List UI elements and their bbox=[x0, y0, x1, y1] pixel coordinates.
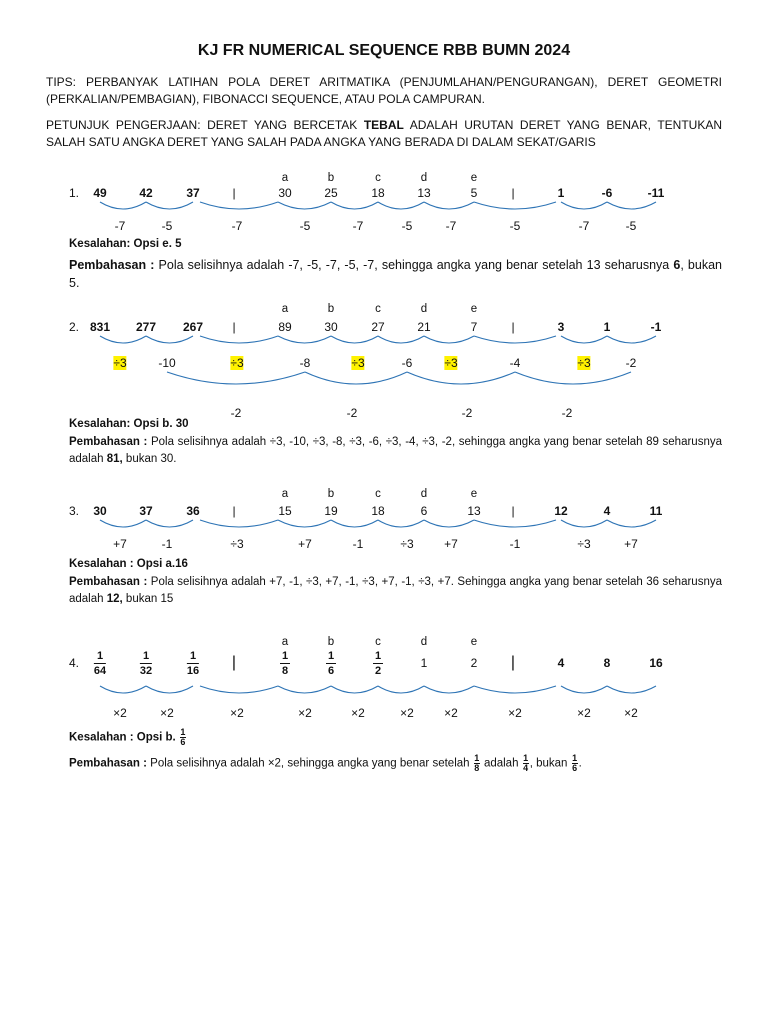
difference-label: -5 bbox=[161, 219, 173, 233]
fraction-numerator: 1 bbox=[474, 753, 480, 763]
sequence-term-option: 7 bbox=[470, 320, 478, 334]
difference-arc bbox=[378, 202, 424, 209]
separator-bar: | bbox=[232, 186, 236, 200]
difference-label bbox=[113, 356, 126, 370]
difference-label: -7 bbox=[114, 219, 126, 233]
sequence-term-correct: 12 bbox=[554, 504, 568, 518]
sequence-term-option: 89 bbox=[278, 320, 292, 334]
difference-label: +7 bbox=[113, 537, 127, 551]
fraction-numerator: 1 bbox=[523, 753, 529, 763]
difference-label bbox=[230, 356, 243, 370]
problem-index: 2. bbox=[69, 320, 80, 334]
difference-arc bbox=[607, 202, 656, 209]
difference-arc bbox=[474, 520, 556, 527]
difference-label: -10 bbox=[158, 356, 176, 370]
explanation-correct-value: 81, bbox=[106, 453, 123, 465]
difference-arc bbox=[561, 336, 607, 343]
instruction-post: ADALAH URUTAN DERET YANG BENAR, TENTUKAN SALAH SATU ANGKA DERET YANG SALAH PADA ANGKA YANG BERADA DI DALAM SEKAT/GARIS bbox=[46, 118, 722, 149]
difference-label bbox=[577, 356, 590, 370]
difference-arc bbox=[278, 202, 331, 209]
sequence-term-option: 6 bbox=[420, 504, 428, 518]
difference-label: ×2 bbox=[230, 706, 244, 720]
difference-arc bbox=[424, 686, 474, 693]
difference-arc bbox=[331, 520, 378, 527]
separator-bar: | bbox=[231, 654, 237, 671]
second-level-difference: -2 bbox=[230, 406, 242, 420]
difference-label: -5 bbox=[625, 219, 637, 233]
explanation-paragraph bbox=[69, 256, 722, 292]
option-letter-b: b bbox=[327, 172, 335, 184]
sequence-term-correct: 8 bbox=[603, 656, 611, 670]
difference-label: +7 bbox=[624, 537, 638, 551]
difference-arc bbox=[200, 336, 278, 343]
fraction-denominator: 16 bbox=[186, 665, 200, 677]
option-letter-d: d bbox=[420, 303, 428, 315]
tips-paragraph: TIPS: PERBANYAK LATIHAN POLA DERET ARITMATIKA (PENJUMLAHAN/PENGURANGAN), DERET GEOMETRI (PERKALIAN/PEMBAGIAN), FIBONACCI SEQUENCE, ATAU POLA CAMPURAN. bbox=[46, 75, 722, 106]
sequence-term-correct: 42 bbox=[139, 186, 153, 200]
highlighted-operator: ÷3 bbox=[351, 356, 365, 370]
difference-arc bbox=[424, 336, 474, 343]
difference-label: -5 bbox=[509, 219, 521, 233]
sequence-term-option: 13 bbox=[417, 186, 431, 200]
difference-label: ×2 bbox=[298, 706, 312, 720]
highlighted-operator: ÷3 bbox=[444, 356, 458, 370]
difference-arc bbox=[100, 686, 146, 693]
fraction-denominator: 4 bbox=[523, 763, 529, 773]
explanation-paragraph bbox=[69, 574, 722, 608]
option-letter-c: c bbox=[375, 172, 381, 184]
explanation-text: Pola selisihnya adalah +7, -1, ÷3, +7, -1, ÷3, +7, -1, ÷3, +7. Sehingga angka yang benar setelah 36 seharusnya adalah bbox=[69, 576, 722, 605]
fraction-denominator: 32 bbox=[139, 665, 153, 677]
difference-label: -7 bbox=[231, 219, 243, 233]
sequence-term-option: 15 bbox=[278, 504, 292, 518]
explanation-text: Pola selisihnya adalah ÷3, -10, ÷3, -8, ÷3, -6, ÷3, -4, ÷3, -2, sehingga angka yang benar setelah 89 seharusnya adalah bbox=[69, 436, 722, 465]
separator-bar: | bbox=[510, 654, 516, 671]
explanation-text: Pola selisihnya adalah ×2, sehingga angka yang benar setelah bbox=[146, 757, 473, 770]
fraction-denominator: 8 bbox=[474, 763, 480, 773]
difference-label: ÷3 bbox=[230, 537, 244, 551]
sequence-term-correct: 267 bbox=[182, 320, 204, 334]
fraction-denominator: 64 bbox=[93, 665, 107, 677]
difference-arc bbox=[200, 520, 278, 527]
instruction-pre: PETUNJUK PENGERJAAN: DERET YANG BERCETAK bbox=[46, 118, 364, 132]
option-letter-e: e bbox=[470, 303, 478, 315]
sequence-term-option: 13 bbox=[467, 504, 481, 518]
fraction-numerator: 1 bbox=[327, 650, 335, 662]
sequence-term-correct: -6 bbox=[601, 186, 613, 200]
explanation-fraction bbox=[572, 754, 578, 773]
explanation-label: Pembahasan : bbox=[69, 576, 148, 588]
answer-line: Kesalahan : Opsi a.16 bbox=[69, 558, 188, 570]
explanation-correct-value: 12, bbox=[106, 593, 123, 605]
option-letter-a: a bbox=[281, 636, 289, 648]
fraction-numerator: 1 bbox=[374, 650, 382, 662]
explanation-fraction bbox=[474, 754, 480, 773]
difference-label: +7 bbox=[298, 537, 312, 551]
separator-bar: | bbox=[511, 320, 515, 334]
explanation-text: , bukan 5. bbox=[69, 258, 722, 290]
difference-label: -7 bbox=[578, 219, 590, 233]
sequence-term-correct bbox=[140, 650, 152, 677]
sequence-term-option: 25 bbox=[324, 186, 338, 200]
sequence-term-correct: 1 bbox=[557, 186, 565, 200]
difference-arc bbox=[561, 686, 607, 693]
sequence-term-option: 30 bbox=[324, 320, 338, 334]
fraction-numerator: 1 bbox=[572, 753, 578, 763]
difference-arc bbox=[200, 202, 278, 209]
sequence-term-correct: 11 bbox=[649, 504, 663, 518]
sequence-term-correct: 4 bbox=[603, 504, 611, 518]
sequence-term-correct bbox=[94, 650, 106, 677]
option-letter-b: b bbox=[327, 488, 335, 500]
difference-label: ×2 bbox=[444, 706, 458, 720]
sequence-term-option: 21 bbox=[417, 320, 431, 334]
difference-label: -5 bbox=[401, 219, 413, 233]
option-letter-c: c bbox=[375, 303, 381, 315]
sequence-term-option: 19 bbox=[324, 504, 338, 518]
second-level-difference: -2 bbox=[561, 406, 573, 420]
difference-label: -7 bbox=[445, 219, 457, 233]
second-level-arc bbox=[305, 372, 407, 384]
fraction-numerator: 1 bbox=[189, 650, 197, 662]
explanation-fraction bbox=[523, 754, 529, 773]
sequence-term-correct: 49 bbox=[93, 186, 107, 200]
explanation-text: , bukan bbox=[529, 757, 571, 770]
instruction-bold: TEBAL bbox=[363, 118, 404, 132]
difference-arc bbox=[331, 686, 378, 693]
second-level-difference: -2 bbox=[346, 406, 358, 420]
option-letter-d: d bbox=[420, 636, 428, 648]
difference-arc bbox=[474, 686, 556, 693]
difference-arc bbox=[100, 336, 146, 343]
fraction-bar bbox=[187, 663, 199, 664]
sequence-term-option: 30 bbox=[278, 186, 292, 200]
explanation-text: . bbox=[578, 757, 582, 770]
difference-arc bbox=[424, 202, 474, 209]
difference-arc bbox=[561, 520, 607, 527]
difference-arc bbox=[607, 336, 656, 343]
second-level-arc bbox=[167, 372, 305, 384]
fraction-bar bbox=[373, 663, 383, 664]
difference-arc bbox=[561, 202, 607, 209]
highlighted-operator: ÷3 bbox=[230, 356, 244, 370]
difference-label: -2 bbox=[625, 356, 637, 370]
difference-label: ×2 bbox=[624, 706, 638, 720]
sequence-term-correct: 30 bbox=[93, 504, 107, 518]
difference-arc bbox=[378, 520, 424, 527]
difference-label: +7 bbox=[444, 537, 458, 551]
explanation-paragraph bbox=[69, 434, 722, 468]
second-level-arc bbox=[515, 372, 631, 384]
option-letter-a: a bbox=[281, 488, 289, 500]
sequence-term-option: 2 bbox=[470, 656, 478, 670]
difference-label: -1 bbox=[352, 537, 364, 551]
option-letter-c: c bbox=[375, 488, 381, 500]
answer-fraction bbox=[180, 728, 186, 747]
sequence-term-correct: 1 bbox=[603, 320, 611, 334]
difference-arc bbox=[146, 686, 193, 693]
fraction-bar bbox=[94, 663, 106, 664]
option-letter-b: b bbox=[327, 636, 335, 648]
difference-label: -1 bbox=[509, 537, 521, 551]
difference-arc bbox=[146, 336, 193, 343]
fraction-numerator: 1 bbox=[281, 650, 289, 662]
fraction-denominator: 8 bbox=[281, 665, 289, 677]
explanation-paragraph bbox=[69, 754, 722, 773]
difference-label: -8 bbox=[299, 356, 311, 370]
answer-line: Kesalahan: Opsi b. 30 bbox=[69, 418, 189, 430]
difference-label: ×2 bbox=[113, 706, 127, 720]
fraction-numerator: 1 bbox=[180, 727, 186, 737]
explanation-label: Pembahasan : bbox=[69, 436, 148, 448]
option-letter-c: c bbox=[375, 636, 381, 648]
sequence-term-option bbox=[326, 650, 336, 677]
sequence-term-correct: 4 bbox=[557, 656, 565, 670]
answer-line: Kesalahan: Opsi e. 5 bbox=[69, 238, 182, 250]
difference-arc bbox=[146, 520, 193, 527]
difference-label: -4 bbox=[509, 356, 521, 370]
difference-label bbox=[444, 356, 457, 370]
difference-arc bbox=[474, 202, 556, 209]
difference-label: ×2 bbox=[508, 706, 522, 720]
problem-index: 4. bbox=[69, 656, 80, 670]
difference-arc bbox=[331, 336, 378, 343]
sequence-term-option: 1 bbox=[420, 656, 428, 670]
problem-index: 1. bbox=[69, 186, 80, 200]
sequence-term-option bbox=[373, 650, 383, 677]
fraction-denominator: 6 bbox=[572, 763, 578, 773]
explanation-text: bukan 30. bbox=[122, 453, 177, 465]
difference-arc bbox=[474, 336, 556, 343]
sequence-term-option bbox=[280, 650, 290, 677]
answer-text: Kesalahan : Opsi b. bbox=[69, 731, 179, 744]
difference-label: -7 bbox=[352, 219, 364, 233]
option-letter-d: d bbox=[420, 172, 428, 184]
sequence-term-correct: 3 bbox=[557, 320, 565, 334]
problem-index: 3. bbox=[69, 504, 80, 518]
difference-arc bbox=[146, 202, 193, 209]
sequence-term-correct: 831 bbox=[89, 320, 111, 334]
difference-label: ×2 bbox=[351, 706, 365, 720]
explanation-label: Pembahasan : bbox=[69, 757, 147, 770]
fraction-denominator: 6 bbox=[180, 737, 186, 747]
explanation-label: Pembahasan : bbox=[69, 258, 155, 272]
option-letter-b: b bbox=[327, 303, 335, 315]
fraction-denominator: 6 bbox=[327, 665, 335, 677]
difference-arc bbox=[100, 520, 146, 527]
difference-label: ×2 bbox=[577, 706, 591, 720]
option-letter-e: e bbox=[470, 488, 478, 500]
sequence-term-option: 18 bbox=[371, 186, 385, 200]
separator-bar: | bbox=[511, 504, 515, 518]
difference-label: -6 bbox=[401, 356, 413, 370]
difference-arc bbox=[278, 336, 331, 343]
sequence-term-correct: 37 bbox=[139, 504, 153, 518]
difference-arc bbox=[378, 336, 424, 343]
sequence-term-correct: 16 bbox=[649, 656, 663, 670]
option-letter-a: a bbox=[281, 172, 289, 184]
separator-bar: | bbox=[232, 320, 236, 334]
difference-arc bbox=[607, 520, 656, 527]
difference-label: ×2 bbox=[160, 706, 174, 720]
fraction-bar bbox=[140, 663, 152, 664]
option-letter-e: e bbox=[470, 636, 478, 648]
option-letter-a: a bbox=[281, 303, 289, 315]
highlighted-operator: ÷3 bbox=[577, 356, 591, 370]
difference-arc bbox=[200, 686, 278, 693]
difference-label: ÷3 bbox=[400, 537, 414, 551]
difference-label bbox=[351, 356, 364, 370]
sequence-term-correct: -1 bbox=[650, 320, 662, 334]
difference-label: -1 bbox=[161, 537, 173, 551]
sequence-term-correct: 37 bbox=[186, 186, 200, 200]
fraction-bar bbox=[280, 663, 290, 664]
answer-line bbox=[69, 728, 187, 747]
difference-arc bbox=[331, 202, 378, 209]
difference-label: -5 bbox=[299, 219, 311, 233]
difference-label: ÷3 bbox=[577, 537, 591, 551]
difference-arc bbox=[278, 520, 331, 527]
page-title: KJ FR NUMERICAL SEQUENCE RBB BUMN 2024 bbox=[197, 42, 571, 59]
highlighted-operator: ÷3 bbox=[113, 356, 127, 370]
difference-arc bbox=[378, 686, 424, 693]
second-level-arc bbox=[407, 372, 515, 384]
sequence-term-correct: 277 bbox=[135, 320, 157, 334]
sequence-term-option: 18 bbox=[371, 504, 385, 518]
difference-arc bbox=[100, 202, 146, 209]
explanation-text: bukan 15 bbox=[122, 593, 174, 605]
second-level-difference: -2 bbox=[461, 406, 473, 420]
instruction-paragraph bbox=[46, 117, 722, 151]
sequence-term-correct: -11 bbox=[647, 186, 665, 200]
explanation-text: adalah bbox=[480, 757, 522, 770]
option-letter-e: e bbox=[470, 172, 478, 184]
difference-label: ×2 bbox=[400, 706, 414, 720]
difference-arc bbox=[278, 686, 331, 693]
option-letter-d: d bbox=[420, 488, 428, 500]
sequence-term-option: 27 bbox=[371, 320, 385, 334]
fraction-bar bbox=[326, 663, 336, 664]
separator-bar: | bbox=[232, 504, 236, 518]
difference-arc bbox=[607, 686, 656, 693]
sequence-term-option: 5 bbox=[470, 186, 478, 200]
sequence-term-correct bbox=[187, 650, 199, 677]
explanation-text: Pola selisihnya adalah -7, -5, -7, -5, -7, sehingga angka yang benar setelah 13 seharusnya bbox=[154, 258, 674, 272]
sequence-term-correct: 36 bbox=[186, 504, 200, 518]
fraction-numerator: 1 bbox=[96, 650, 104, 662]
explanation-correct-value: 6 bbox=[673, 258, 681, 272]
fraction-numerator: 1 bbox=[142, 650, 150, 662]
separator-bar: | bbox=[511, 186, 515, 200]
fraction-denominator: 2 bbox=[374, 665, 382, 677]
difference-arc bbox=[424, 520, 474, 527]
